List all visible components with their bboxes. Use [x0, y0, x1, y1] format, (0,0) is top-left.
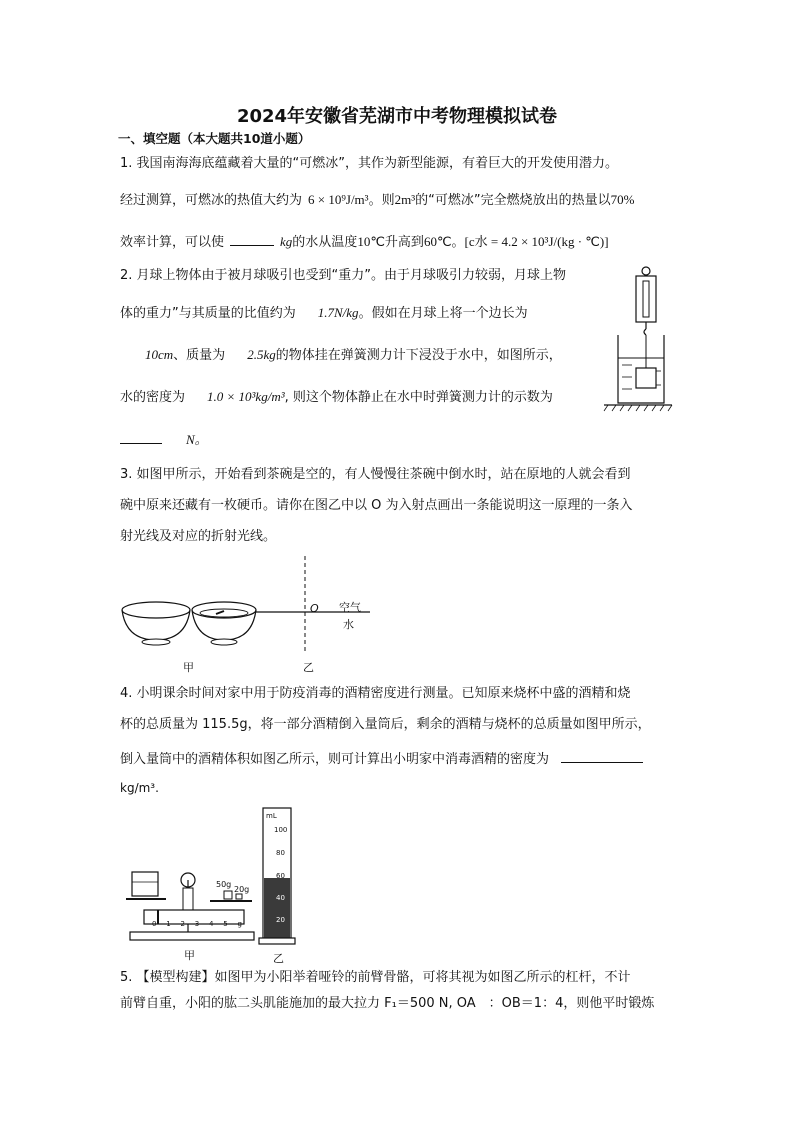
q3-line-1: 3. 如图甲所示，开始看到茶碗是空的，有人慢慢往茶碗中倒水时，站在原地的人就会看到	[120, 467, 631, 482]
q4-text: 倒入量筒中的酒精体积如图乙所示，则可计算出小明家中消毒酒精的密度为	[120, 752, 550, 767]
q1-text: 的“可燃冰”完全燃烧放出的热量以	[415, 193, 611, 208]
q4-fig-yi-label: 乙	[273, 952, 284, 965]
q5-line-2: 前臂自重，小阳的肱二头肌能施加的最大拉力 F₁＝500 N, OA ：OB＝1：4，则他平时锻炼	[120, 996, 655, 1011]
q3-line-3: 射光线及对应的折射光线。	[120, 529, 277, 544]
q1-text: 经过测算，可燃冰的热值大约为	[120, 193, 303, 208]
empty-bowl-rim	[122, 602, 190, 618]
q1-text: 升高到	[384, 235, 424, 250]
cylinder-tick-60: 60	[276, 872, 285, 880]
balance-base	[130, 932, 254, 940]
q4-line-3	[120, 748, 643, 769]
balance-figure	[124, 866, 264, 946]
q4-unit: kg/m³.	[120, 781, 159, 795]
cylinder-tick-40: 40	[276, 894, 285, 902]
q1-specific-heat: 。[c水 = 4.2 × 10³J/(kg · ℃)]	[451, 234, 609, 249]
q2-text: 。假如在月球上将一个边长为	[358, 306, 528, 321]
scale-number: 3	[194, 920, 200, 928]
q4-fig-jia-label: 甲	[184, 949, 195, 962]
q1-text: 。则	[368, 193, 395, 208]
refraction-point-o: O	[310, 602, 319, 615]
cylinder-tick-20: 20	[276, 916, 285, 924]
water-bowl-rim	[192, 602, 256, 618]
bowls-figure	[118, 598, 258, 658]
q2-mass: 2.5kg	[247, 347, 276, 362]
q1-efficiency: 70%	[610, 192, 635, 207]
q2-edge-length: 10cm	[145, 347, 174, 362]
q4-line-2: 杯的总质量为 115.5g，将一部分酒精倒入量筒后，剩余的酒精与烧杯的总质量如图甲所示，	[120, 717, 651, 732]
empty-bowl-base	[142, 639, 170, 645]
medium-water-label: 水	[343, 618, 354, 631]
q2-line-3	[145, 346, 562, 365]
q5-line-1: 5. 【模型构建】如图甲为小阳举着哑铃的前臂骨骼，可将其视为如图乙所示的杠杆，不计	[120, 970, 631, 985]
submerged-cube	[636, 368, 656, 388]
scale-hook-curve	[644, 329, 646, 335]
q3-fig-yi-label: 乙	[303, 661, 314, 674]
q1-answer-blank[interactable]	[230, 231, 274, 246]
water-bowl-base	[211, 639, 237, 645]
q2-unit: N。	[186, 432, 208, 447]
q3-line-2: 碗中原来还藏有一枚硬币。请你在图乙中以 O 为入射点画出一条能说明这一原理的一条入	[120, 498, 633, 513]
q2-text: , 则这个物体静止在水中时弹簧测力计的示数为	[284, 390, 553, 405]
cylinder-base	[259, 938, 295, 944]
q2-answer-blank[interactable]	[120, 429, 162, 444]
q2-water-density: 1.0 × 10³kg/m³	[207, 389, 285, 404]
q1-text: 效率计算，可以使	[120, 235, 225, 250]
weight-20g-label: 20g	[234, 885, 250, 894]
q2-text: 水的密度为	[120, 390, 186, 405]
q2-line-1: 2. 月球上物体由于被月球吸引也受到“重力”。由于月球吸引力较弱，月球上物	[120, 268, 567, 283]
scale-number: 2	[180, 920, 185, 928]
q4-line-1: 4. 小明课余时间对家中用于防疫消毒的酒精密度进行测量。已知原来烧杯中盛的酒精和烧	[120, 686, 631, 701]
section-heading: 一、填空题（本大题共10道小题）	[118, 131, 311, 146]
ground-hatching	[604, 405, 672, 411]
beaker	[132, 872, 158, 896]
scale-body	[636, 276, 656, 322]
q2-text: 体的重力”与其质量的比值约为	[120, 306, 296, 321]
q1-line-1: 1. 我国南海海底蕴藏着大量的“可燃冰”，其作为新型能源，有着巨大的开发使用潜力。	[120, 156, 619, 171]
q1-line-2	[120, 191, 634, 210]
cylinder-liquid	[264, 878, 290, 938]
page-title: 2024年安徽省芜湖市中考物理模拟试卷	[236, 106, 558, 127]
q1-line-3	[120, 231, 609, 252]
cylinder-unit: mL	[266, 812, 277, 820]
scale-ring	[642, 267, 650, 275]
scale-number: 0	[152, 920, 157, 928]
scale-number: 5	[223, 920, 228, 928]
q4-answer-blank[interactable]	[561, 748, 643, 763]
q1-unit: kg	[280, 234, 293, 249]
scale-number: g	[237, 920, 242, 928]
q1-volume: 2m³	[394, 192, 416, 207]
scale-number: 1	[166, 920, 171, 928]
balance-scale-numbers	[152, 920, 242, 929]
q2-text: 、质量为	[173, 348, 226, 363]
weight-50g-label: 50g	[216, 880, 232, 889]
balance-pillar	[183, 888, 193, 910]
q2-line-5	[120, 429, 208, 450]
q1-temp-start: 10℃	[357, 234, 385, 249]
refraction-figure	[254, 556, 384, 676]
q1-temp-end: 60℃	[423, 234, 452, 249]
scale-number: 4	[209, 920, 214, 928]
q1-heat-value: 6 × 10⁹J/m³	[308, 192, 369, 207]
q3-fig-jia-label: 甲	[183, 661, 194, 674]
medium-air-label: 空气	[339, 601, 361, 614]
q2-text: 的物体挂在弹簧测力计下浸没于水中，如图所示，	[275, 348, 562, 363]
cylinder-tick-100: 100	[274, 826, 288, 834]
q2-ratio: 1.7N/kg	[317, 305, 359, 320]
cylinder-tick-80: 80	[276, 849, 285, 857]
spring-scale-figure	[598, 263, 678, 413]
q2-line-4	[120, 388, 553, 407]
q2-line-2	[120, 304, 528, 323]
q1-text: 的水从温度	[292, 235, 358, 250]
